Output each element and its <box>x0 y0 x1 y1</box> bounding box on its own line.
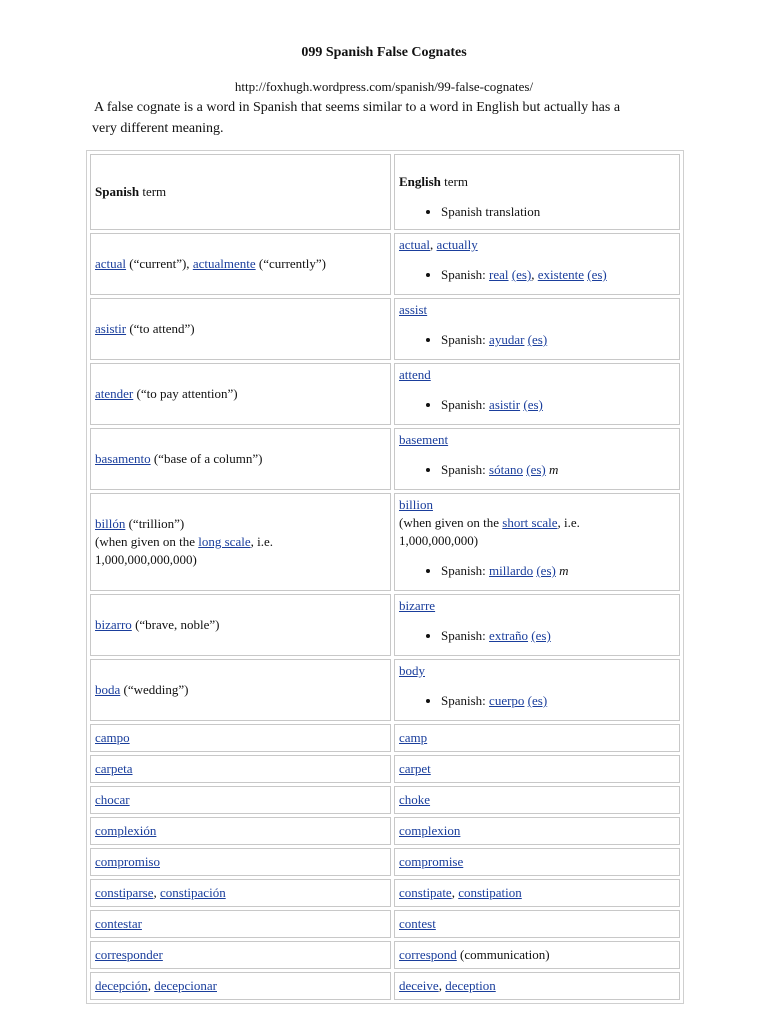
intro-paragraph <box>94 97 684 139</box>
term-text: , <box>451 885 459 900</box>
term-text: Spanish: <box>441 397 490 412</box>
term-text: , <box>430 237 437 252</box>
term-link[interactable]: actual <box>399 237 431 252</box>
term-link[interactable]: compromise <box>399 854 464 869</box>
english-term <box>399 915 675 933</box>
spanish-term-cell <box>90 910 391 938</box>
spanish-term-cell <box>90 493 391 591</box>
english-term-cell <box>394 879 680 907</box>
term-link[interactable]: (es) <box>527 332 548 347</box>
term-text: (“to attend”) <box>126 321 195 336</box>
term-text: (“to pay attention”) <box>133 386 238 401</box>
spanish-term-cell <box>90 594 391 656</box>
term-text: 1,000,000,000,000) <box>95 552 197 567</box>
english-term <box>399 791 675 809</box>
document-title: 099 Spanish False Cognates <box>301 45 467 60</box>
intro-line-2: very different meaning. <box>92 121 224 136</box>
spanish-term-cell <box>90 879 391 907</box>
term-link[interactable]: boda <box>95 682 121 697</box>
term-link[interactable]: (es) <box>531 628 551 643</box>
english-term <box>399 366 675 384</box>
term-link[interactable]: complexion <box>399 823 461 838</box>
table-row <box>90 910 680 938</box>
header-english-cell <box>394 154 680 230</box>
table-header-row <box>90 154 680 230</box>
term-link[interactable]: actually <box>436 237 478 252</box>
term-link[interactable]: contestar <box>95 916 142 931</box>
table-row <box>90 493 680 591</box>
term-link[interactable]: deceive <box>399 978 439 993</box>
english-term-cell <box>394 659 680 721</box>
table-row <box>90 755 680 783</box>
term-text: (when given on the <box>95 534 199 549</box>
english-term <box>399 884 675 902</box>
term-text: Spanish: <box>441 563 490 578</box>
term-link[interactable]: short scale <box>502 515 558 530</box>
spanish-translation <box>441 627 675 645</box>
term-text: (“currently”) <box>255 256 326 271</box>
term-text: Spanish: <box>441 332 490 347</box>
term-link[interactable]: real <box>489 267 509 282</box>
table-row <box>90 879 680 907</box>
table-row <box>90 817 680 845</box>
term-link[interactable]: basement <box>399 432 449 447</box>
spanish-term-cell <box>90 817 391 845</box>
term-link[interactable]: atender <box>95 386 134 401</box>
term-text: Spanish: <box>441 267 490 282</box>
term-link[interactable]: complexión <box>95 823 157 838</box>
term-text: (“trillion”) <box>125 516 185 531</box>
term-text: 1,000,000,000) <box>399 533 479 548</box>
english-term-cell <box>394 817 680 845</box>
term-text: Spanish: <box>441 462 490 477</box>
term-text: , <box>153 885 160 900</box>
spanish-translation <box>441 266 675 284</box>
table-row <box>90 233 680 295</box>
translation-list <box>399 396 675 414</box>
term-link[interactable]: attend <box>399 367 431 382</box>
translation-list <box>399 692 675 710</box>
header-bullet-list <box>399 203 675 221</box>
spanish-translation <box>441 562 675 580</box>
term-link[interactable]: corresponder <box>95 947 163 962</box>
term-text: , i.e. <box>250 534 273 549</box>
term-link[interactable]: constiparse <box>95 885 154 900</box>
term-link[interactable]: constipation <box>458 885 522 900</box>
gender-marker: m <box>555 563 569 578</box>
term-text: , <box>147 978 155 993</box>
spanish-translation <box>441 396 675 414</box>
term-link[interactable]: actual <box>95 256 127 271</box>
term-link[interactable]: basamento <box>95 451 151 466</box>
spanish-term-cell <box>90 941 391 969</box>
spanish-term-cell <box>90 659 391 721</box>
header-spanish-rest: term <box>139 184 167 199</box>
term-link[interactable]: choke <box>399 792 431 807</box>
term-link[interactable]: chocar <box>95 792 130 807</box>
english-term-cell <box>394 428 680 490</box>
term-link[interactable]: deception <box>445 978 496 993</box>
english-term <box>399 236 675 254</box>
spanish-term-cell <box>90 848 391 876</box>
term-text: (“base of a column”) <box>150 451 263 466</box>
english-term-cell <box>394 363 680 425</box>
translation-list <box>399 562 675 580</box>
header-english-rest: term <box>440 174 468 189</box>
english-term-cell <box>394 786 680 814</box>
term-link[interactable]: body <box>399 663 425 678</box>
intro-line-1: A false cognate is a word in Spanish that seems similar to a word in English but actually has a <box>94 100 621 115</box>
english-term <box>399 760 675 778</box>
english-term <box>399 662 675 680</box>
gender-marker: m <box>545 462 559 477</box>
translation-list <box>399 266 675 284</box>
term-text: (“wedding”) <box>120 682 189 697</box>
spanish-translation <box>441 331 675 349</box>
term-text: (when given on the <box>399 515 503 530</box>
english-term-cell <box>394 972 680 1000</box>
header-spanish-bold: Spanish <box>95 184 140 199</box>
translation-list <box>399 331 675 349</box>
term-link[interactable]: (es) <box>536 563 556 578</box>
table-row <box>90 363 680 425</box>
english-term-cell <box>394 493 680 591</box>
term-link[interactable]: billion <box>399 497 433 512</box>
table-row <box>90 428 680 490</box>
term-link[interactable]: millardo <box>489 563 534 578</box>
header-bullet: • Spanish translation <box>441 203 675 221</box>
translation-list <box>399 627 675 645</box>
term-link[interactable]: carpet <box>399 761 431 776</box>
spanish-term-cell <box>90 755 391 783</box>
term-text: (“current”), <box>126 256 193 271</box>
english-term-cell <box>394 941 680 969</box>
english-term <box>399 729 675 747</box>
term-link[interactable]: contest <box>399 916 436 931</box>
term-link[interactable]: asistir <box>95 321 127 336</box>
term-link[interactable]: extraño <box>489 628 529 643</box>
false-cognates-table <box>86 150 684 1004</box>
term-link[interactable]: bizarre <box>399 598 436 613</box>
english-term <box>399 822 675 840</box>
term-link[interactable]: (es) <box>511 267 532 282</box>
source-url: http://foxhugh.wordpress.com/spanish/99-false-cognates/ <box>234 79 534 94</box>
spanish-term-cell <box>90 298 391 360</box>
term-link[interactable]: existente <box>537 267 584 282</box>
term-link[interactable]: (es) <box>527 693 548 708</box>
table-row <box>90 848 680 876</box>
spanish-term-cell <box>90 972 391 1000</box>
header-english-bold: English <box>399 174 441 189</box>
term-link[interactable]: camp <box>399 730 428 745</box>
term-link[interactable]: (es) <box>523 397 543 412</box>
english-term <box>399 301 675 319</box>
term-link[interactable]: (es) <box>587 267 607 282</box>
term-link[interactable]: assist <box>399 302 428 317</box>
term-link[interactable]: decepcionar <box>154 978 217 993</box>
table-row <box>90 724 680 752</box>
term-link[interactable]: constipación <box>159 885 226 900</box>
spanish-term-cell <box>90 233 391 295</box>
term-link[interactable]: carpeta <box>95 761 133 776</box>
english-term <box>399 946 675 964</box>
english-term <box>399 597 675 615</box>
term-text: , <box>438 978 446 993</box>
table-row <box>90 786 680 814</box>
term-link[interactable]: billón <box>95 516 126 531</box>
english-term-cell <box>394 910 680 938</box>
english-term <box>399 431 675 449</box>
term-link[interactable]: compromiso <box>95 854 160 869</box>
term-link[interactable]: (es) <box>526 462 546 477</box>
term-text: (communication) <box>456 947 550 962</box>
english-term-cell <box>394 298 680 360</box>
table-row <box>90 594 680 656</box>
translation-list <box>399 461 675 479</box>
term-text: , i.e. <box>557 515 580 530</box>
term-link[interactable]: actualmente <box>192 256 256 271</box>
spanish-term-cell <box>90 428 391 490</box>
table-row <box>90 659 680 721</box>
table-row <box>90 972 680 1000</box>
table-row <box>90 298 680 360</box>
english-term-cell <box>394 233 680 295</box>
term-link[interactable]: constipate <box>399 885 452 900</box>
spanish-term-cell <box>90 724 391 752</box>
english-term-cell <box>394 724 680 752</box>
spanish-translation <box>441 692 675 710</box>
english-term-cell <box>394 594 680 656</box>
term-link[interactable]: decepción <box>95 978 148 993</box>
spanish-term-cell <box>90 363 391 425</box>
term-text: (“brave, noble”) <box>131 617 220 632</box>
english-term <box>399 496 675 550</box>
english-term <box>399 977 675 995</box>
english-term-cell <box>394 755 680 783</box>
term-link[interactable]: campo <box>95 730 130 745</box>
term-link[interactable]: long scale <box>198 534 251 549</box>
term-link[interactable]: correspond <box>399 947 457 962</box>
term-link[interactable]: cuerpo <box>489 693 525 708</box>
term-link[interactable]: ayudar <box>489 332 525 347</box>
term-link[interactable]: asistir <box>489 397 521 412</box>
spanish-translation <box>441 461 675 479</box>
spanish-term-cell <box>90 786 391 814</box>
table-row <box>90 941 680 969</box>
term-link[interactable]: bizarro <box>95 617 132 632</box>
english-term-cell <box>394 848 680 876</box>
english-term <box>399 853 675 871</box>
term-text: , <box>531 267 538 282</box>
header-spanish-cell <box>90 154 391 230</box>
term-text: Spanish: <box>441 693 490 708</box>
term-link[interactable]: sótano <box>489 462 523 477</box>
term-text: Spanish: <box>441 628 490 643</box>
